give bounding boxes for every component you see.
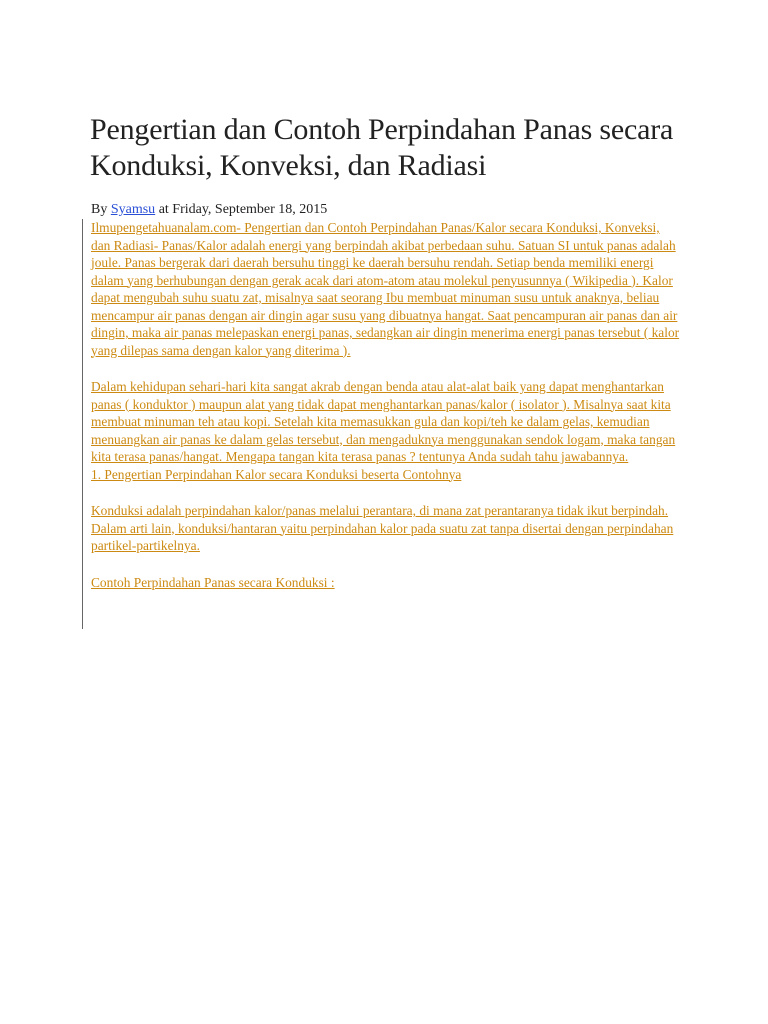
byline-date: at Friday, September 18, 2015 — [158, 202, 328, 217]
article-body — [82, 219, 682, 629]
article-title: Pengertian dan Contoh Perpindahan Panas secara Konduksi, Konveksi, dan Radiasi — [90, 113, 674, 182]
byline-prefix: By — [91, 202, 108, 217]
author-link[interactable]: Syamsu — [110, 202, 156, 217]
paragraph-daily-life[interactable]: Dalam kehidupan sehari-hari kita sangat akrab dengan benda atau alat-alat baik yang dapat menghantarkan panas ( konduktor ) maupun alat yang tidak dapat menghantarkan panas/kalor ( isolator ). Misalnya saat kita membuat minuman teh atau kopi. Setelah kita memasukkan gula dan kopi/teh ke dalam gelas, kemudian menuangkan air panas ke dalam gelas tersebut, dan mengaduknya menggunakan sendok logam, maka tangan kita terasa panas/hangat. Mengapa tangan kita terasa panas ? tentunya Anda sudah tahu jawabannya. — [91, 379, 676, 464]
byline — [91, 202, 327, 218]
paragraph-konduksi-examples[interactable]: Contoh Perpindahan Panas secara Konduksi : — [91, 574, 335, 590]
section-heading-konduksi[interactable]: 1. Pengertian Perpindahan Kalor secara Konduksi beserta Contohnya — [91, 466, 462, 482]
paragraph-intro[interactable]: Ilmupengetahuanalam.com- Pengertian dan Contoh Perpindahan Panas/Kalor secara Konduksi, Konveksi, dan Radiasi- Panas/Kalor adalah energi yang berpindah akibat perbedaan suhu. Satuan SI untuk panas adalah joule. Panas bergerak dari daerah bersuhu tinggi ke daerah bersuhu rendah. Setiap benda memiliki energi dalam yang berhubungan dengan gerak acak dari atom-atom atau molekul penyusunnya ( Wikipedia ). Kalor dapat mengubah suhu suatu zat, misalnya saat seorang Ibu membuat minuman susu untuk anaknya, beliau mencampur air panas dengan air dingin agar susu yang dibuatnya hangat. Saat pencampuran air panas dan air dingin, maka air panas melepaskan energi panas, sedangkan air dingin menerima energi panas tersebut ( kalor yang dilepas sama dengan kalor yang diterima ). — [91, 220, 680, 358]
paragraph-konduksi-definition[interactable]: Konduksi adalah perpindahan kalor/panas melalui perantara, di mana zat perantaranya tidak ikut berpindah. Dalam arti lain, konduksi/hantaran yaitu perpindahan kalor pada suatu zat tanpa disertai dengan perpindahan partikel-partikelnya. — [91, 503, 674, 553]
